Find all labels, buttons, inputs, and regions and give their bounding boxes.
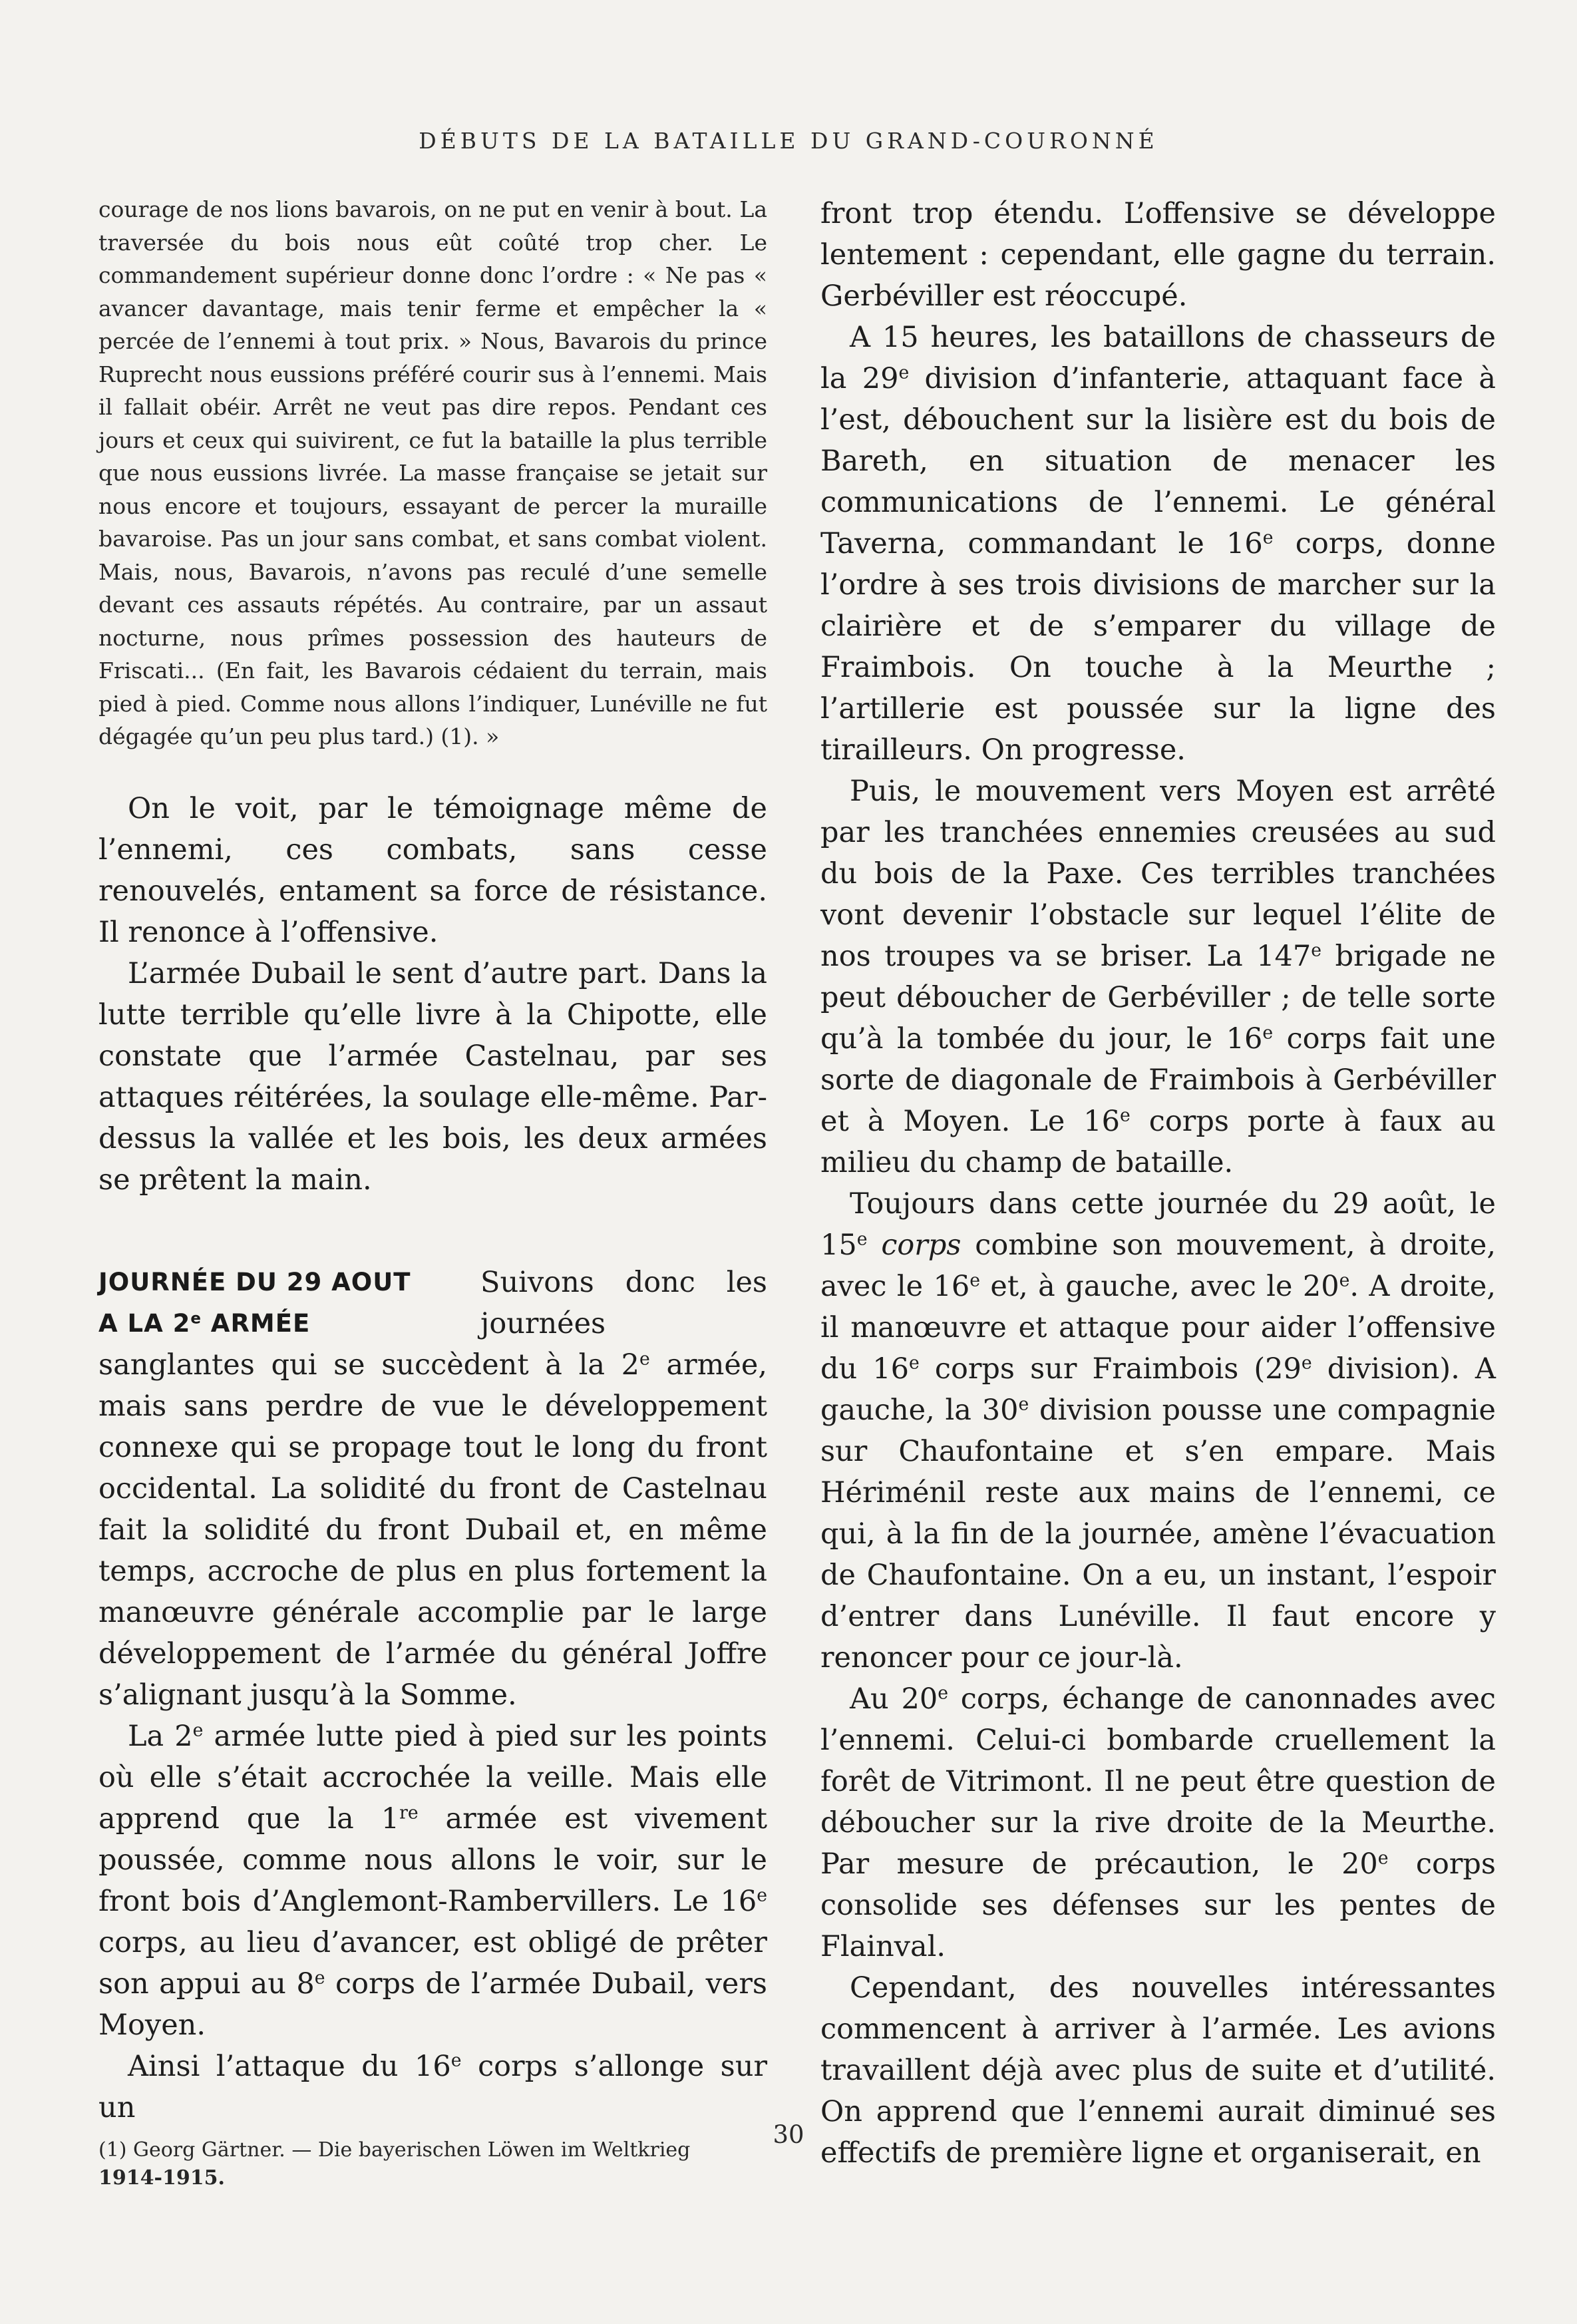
- section-paragraph: Suivons donc les journées sanglantes qui se succèdent à la 2e armée, mais sans perdre de vue le développement connexe qui se propage tout le long du front occidental. La solidité du front de Castelnau fait la solidité du front Dubail et, en même temps, accroche de plus en plus fortement la manœuvre générale accomplie par le large développement de l’armée du général Joffre s’alignant jusqu’à la Somme.: [98, 1265, 767, 1712]
- footnote-text: (1) Georg Gärtner. — Die bayerischen Löwen im Weltkrieg: [98, 2138, 691, 2162]
- section-heading-line-2: A LA 2e ARMÉE: [98, 1308, 311, 1338]
- left-body: [98, 788, 767, 2128]
- running-head: DÉBUTS DE LA BATAILLE DU GRAND-COURONNÉ: [419, 128, 1158, 154]
- footnote-years: 1914-1915.: [98, 2166, 225, 2190]
- paragraph: Ainsi l’attaque du 16e corps s’allonge sur un: [98, 2049, 767, 2124]
- paragraph: On le voit, par le témoignage même de l’ennemi, ces combats, sans cesse renouvelés, entament sa force de résistance. Il renonce à l’offensive.: [98, 791, 767, 949]
- paragraph: Au 20e corps, échange de canonnades avec l’ennemi. Celui-ci bombarde cruellement la forêt de Vitrimont. Il ne peut être question de déboucher sur la rive droite de la Meurthe. Par mesure de précaution, le 20e corps consolide ses défenses sur les pentes de Flainval.: [820, 1682, 1496, 1963]
- paragraph: Toujours dans cette journée du 29 août, le 15e corps combine son mouvement, à droite, avec le 16e et, à gauche, avec le 20e. A droite, il manœuvre et attaque pour aider l’offensive du 16e corps sur Fraimbois (29e division). A gauche, la 30e division pousse une compagnie sur Chaufontaine et s’en empare. Mais Hériménil reste aux mains de l’ennemi, ce qui, à la fin de la journée, amène l’évacuation de Chaufontaine. On a eu, un instant, l’espoir d’entrer dans Lunéville. Il faut encore y renoncer pour ce jour-là.: [820, 1187, 1496, 1674]
- right-column: [820, 193, 1496, 2174]
- paragraph: A 15 heures, les bataillons de chasseurs de la 29e division d’infanterie, attaquant face à l’est, débouchent sur la lisière est du bois de Bareth, en situation de menacer les communications de l’ennemi. Le général Taverna, commandant le 16e corps, donne l’ordre à ses trois divisions de marcher sur la clairière et de s’emparer du village de Fraimbois. On touche à la Meurthe ; l’artillerie est poussée sur la ligne des tirailleurs. On progresse.: [820, 321, 1496, 767]
- section-journee-29-aout: [98, 1262, 767, 1716]
- section-heading: [98, 1262, 471, 1344]
- section-heading-line-1: JOURNÉE DU 29 AOUT: [98, 1267, 411, 1296]
- paragraph: Cependant, des nouvelles intéressantes commencent à arriver à l’armée. Les avions travaillent déjà avec plus de suite et d’utilité. On apprend que l’ennemi aurait diminué ses effectifs de première ligne et organiserait, en: [820, 1971, 1496, 2170]
- paragraph: L’armée Dubail le sent d’autre part. Dans la lutte terrible qu’elle livre à la Chipotte, elle constate que l’armée Castelnau, par ses attaques réitérées, la soulage elle-même. Par-dessus la vallée et les bois, les deux armées se prêtent la main.: [98, 956, 767, 1197]
- paragraph: Puis, le mouvement vers Moyen est arrêté par les tranchées ennemies creusées au sud du bois de la Paxe. Ces terribles tranchées vont devenir l’obstacle sur lequel l’élite de nos troupes va se briser. La 147e brigade ne peut déboucher de Gerbéviller ; de telle sorte qu’à la tombée du jour, le 16e corps fait une sorte de diagonale de Fraimbois à Gerbéviller et à Moyen. Le 16e corps porte à faux au milieu du champ de bataille.: [820, 775, 1496, 1179]
- quoted-passage: [98, 193, 767, 753]
- page-number: 30: [773, 2120, 804, 2149]
- paragraph: front trop étendu. L’offensive se développe lentement : cependant, elle gagne du terrain. Gerbéviller est réoccupé.: [820, 197, 1496, 313]
- quote-text: courage de nos lions bavarois, on ne put en venir à bout. La traversée du bois nous eût coûté trop cher. Le commandement supérieur donne donc l’ordre : « Ne pas « avancer davantage, mais tenir ferme et empêcher la « percée de l’ennemi à tout prix. » Nous, Bavarois du prince Ruprecht nous eussions préféré courir sus à l’ennemi. Mais il fallait obéir. Arrêt ne veut pas dire repos. Pendant ces jours et ceux qui suivirent, ce fut la bataille la plus terrible que nous eussions livrée. La masse française se jetait sur nous encore et toujours, essayant de percer la muraille bavaroise. Pas un jour sans combat, et sans combat violent. Mais, nous, Bavarois, n’avons pas reculé d’une semelle devant ces assauts répétés. Au contraire, par un assaut nocturne, nous prîmes possession des hauteurs de Friscati... (En fait, les Bavarois cédaient du terrain, mais pied à pied. Comme nous allons l’indiquer, Lunéville ne fut dégagée qu’un peu plus tard.) (1). »: [98, 196, 767, 749]
- left-column: [98, 193, 767, 2192]
- paragraph: La 2e armée lutte pied à pied sur les points où elle s’était accrochée la veille. Mais elle apprend que la 1re armée est vivement poussée, comme nous allons le voir, sur le front bois d’Anglemont-Rambervillers. Le 16e corps, au lieu d’avancer, est obligé de prêter son appui au 8e corps de l’armée Dubail, vers Moyen.: [98, 1719, 768, 2042]
